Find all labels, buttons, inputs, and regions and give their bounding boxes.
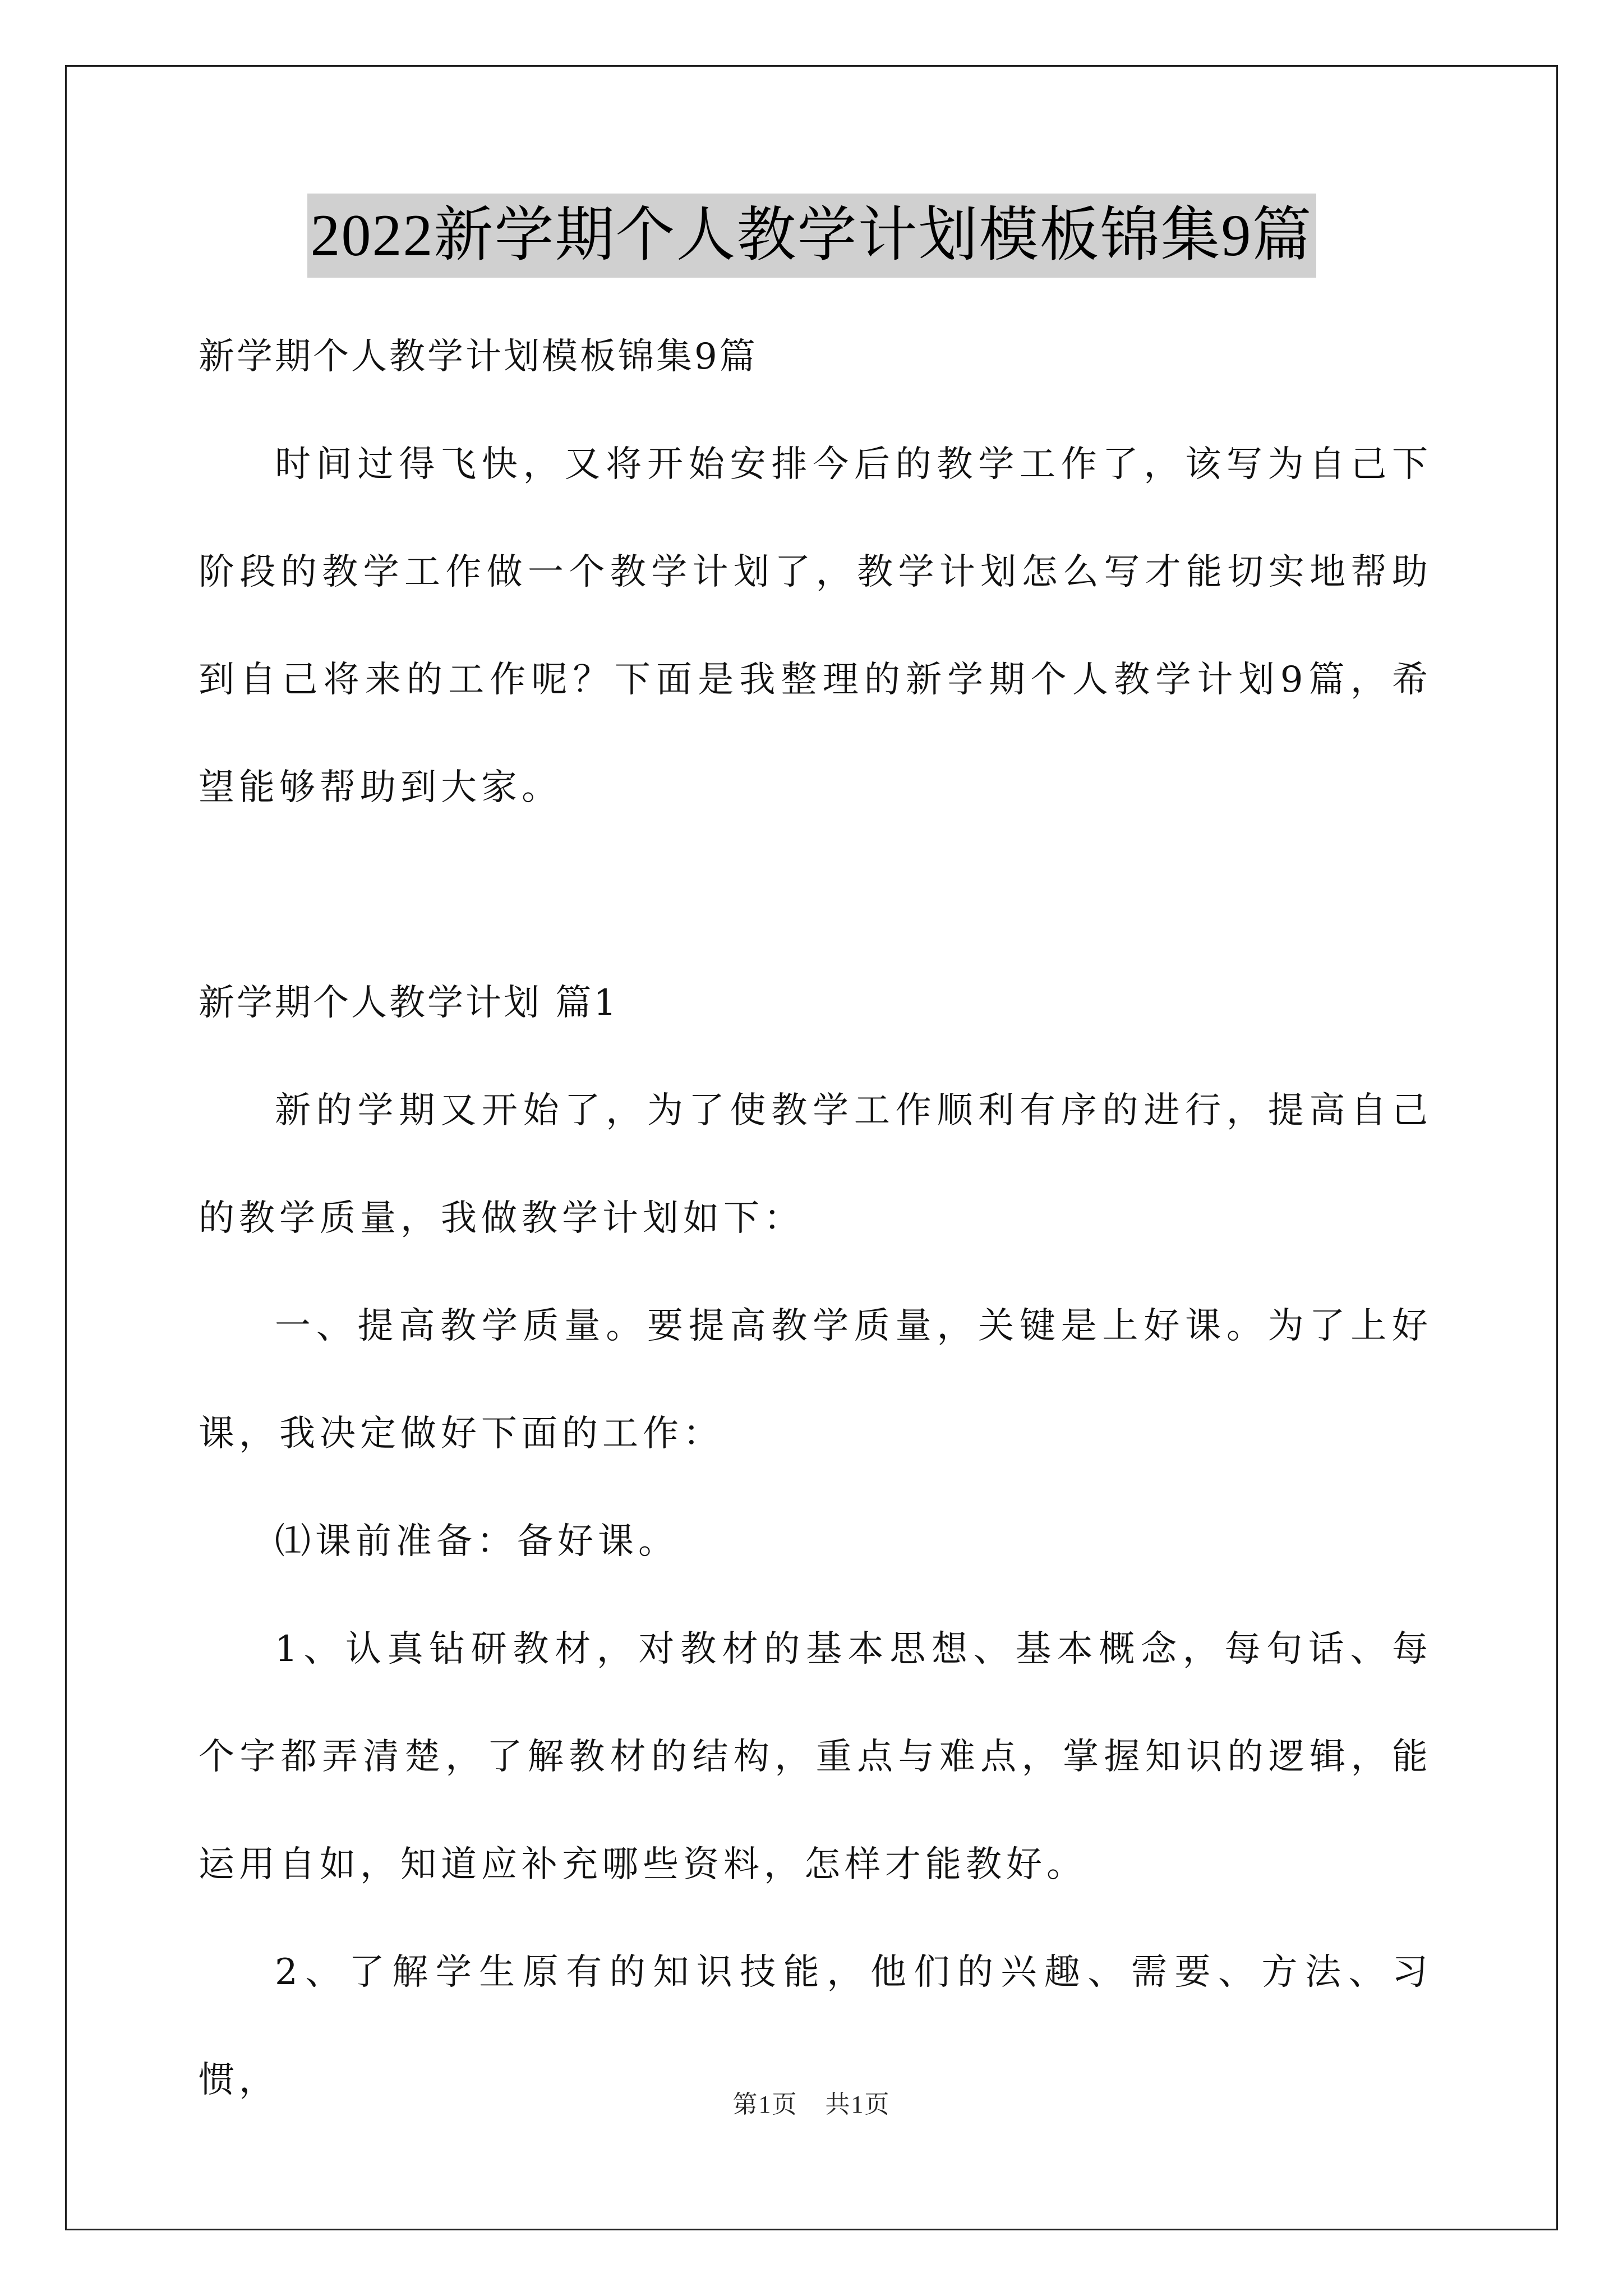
body-paragraph: 1、认真钻研教材，对教材的基本思想、基本概念，每句话、每个字都弄清楚，了解教材的结构，重点与难点，掌握知识的逻辑，能运用自如，知道应补充哪些资料，怎样才能教好。 [199,1628,1432,1885]
document-subtitle: 新学期个人教学计划模板锦集9篇 [199,336,758,378]
section-spacer [199,841,1432,949]
body-paragraph: ⑴课前准备：备好课。 [275,1521,679,1562]
document-title: 2022新学期个人教学计划模板锦集9篇 [307,194,1316,278]
body-paragraph: 新的学期又开始了，为了使教学工作顺利有序的进行，提高自己的教学质量，我做教学计划如下： [199,1090,1432,1239]
title-container [0,194,1623,278]
body-paragraph: 2、了解学生原有的知识技能，他们的兴趣、需要、方法、习惯， [199,1952,1432,2101]
intro-paragraph: 时间过得飞快，又将开始安排今后的教学工作了，该写为自己下阶段的教学工作做一个教学计划了，教学计划怎么写才能切实地帮助到自己将来的工作呢？下面是我整理的新学期个人教学计划9篇，希望能够帮助到大家。 [199,444,1432,808]
page-total: 共1页 [825,2091,891,2118]
document-body [199,303,1432,2134]
page-number: 第1页 [732,2091,798,2118]
body-paragraph: 一、提高教学质量。要提高教学质量，关键是上好课。为了上好课，我决定做好下面的工作： [199,1305,1432,1455]
section-heading: 新学期个人教学计划 篇1 [199,982,619,1024]
page-footer [0,2084,1623,2120]
